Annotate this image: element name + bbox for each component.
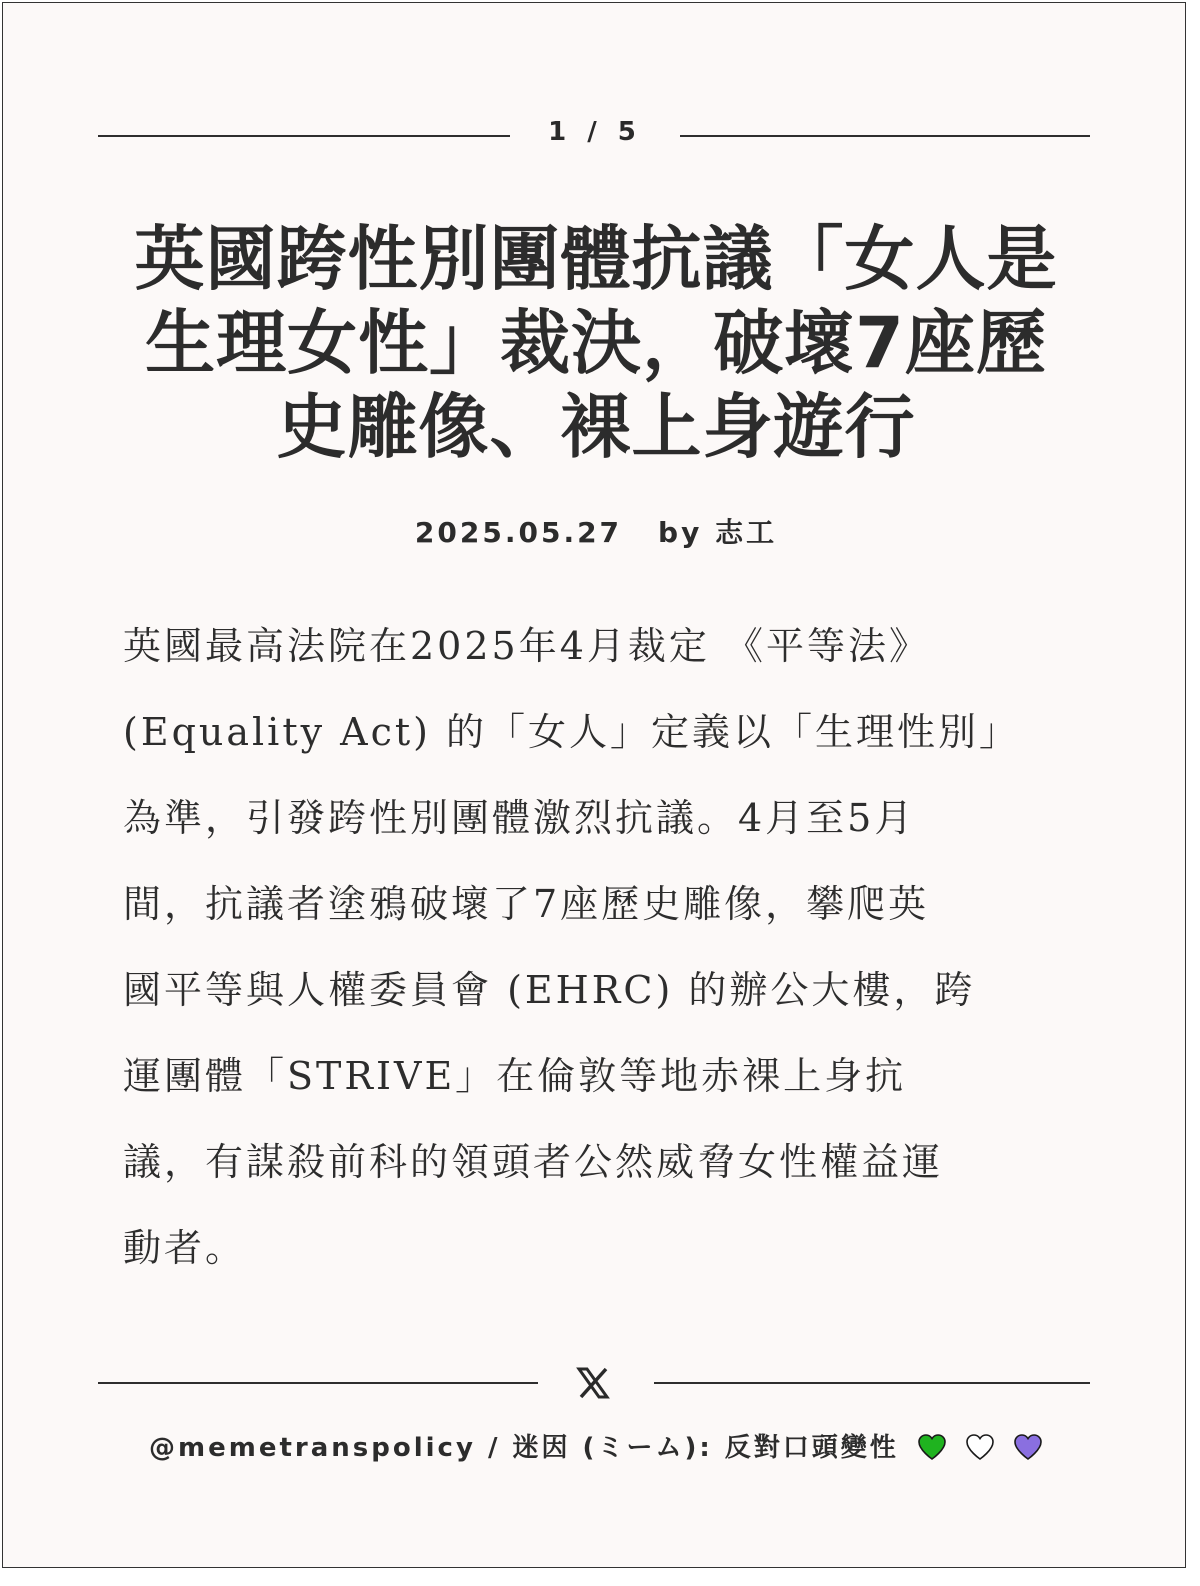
author: by 志工	[658, 516, 778, 549]
slide-card	[2, 2, 1186, 1568]
article-body	[123, 603, 1073, 1291]
publish-date: 2025.05.27	[414, 516, 623, 549]
body-line: 為準，引發跨性別團體激烈抗議。4月至5月	[123, 796, 916, 840]
white-heart-icon	[965, 1433, 995, 1461]
divider-right	[680, 135, 1090, 137]
body-line: (Equality Act) 的「女人」定義以「生理性別」	[123, 710, 1021, 754]
title-line: 生理女性」裁決，破壞7座歷	[145, 302, 1047, 384]
body-line: 運團體「STRIVE」在倫敦等地赤裸上身抗	[123, 1054, 907, 1098]
footer-divider-left	[98, 1382, 538, 1384]
body-line: 議，有謀殺前科的領頭者公然威脅女性權益運	[123, 1140, 944, 1184]
pager-row	[98, 113, 1090, 157]
purple-heart-icon	[1013, 1433, 1043, 1461]
footer-divider-row	[98, 1358, 1090, 1408]
x-logo-icon	[576, 1366, 610, 1400]
body-line: 英國最高法院在2025年4月裁定 《平等法》	[123, 624, 930, 668]
footer-divider-right	[654, 1382, 1090, 1384]
footer-credit	[93, 1427, 1099, 1464]
article-title	[93, 217, 1099, 469]
title-line: 英國跨性別團體抗議「女人是	[134, 218, 1058, 300]
title-line: 史雕像、裸上身遊行	[276, 386, 916, 468]
body-line: 動者。	[123, 1226, 247, 1270]
page-indicator: 1 / 5	[548, 117, 642, 147]
body-line: 間，抗議者塗鴉破壞了7座歷史雕像，攀爬英	[123, 882, 930, 926]
account-handle: @memetranspolicy / 迷因 (ミーム): 反對口頭變性	[149, 1433, 899, 1463]
body-line: 國平等與人權委員會 (EHRC) 的辦公大樓，跨	[123, 968, 976, 1012]
byline	[93, 511, 1099, 551]
green-heart-icon	[917, 1433, 947, 1461]
divider-left	[98, 135, 510, 137]
